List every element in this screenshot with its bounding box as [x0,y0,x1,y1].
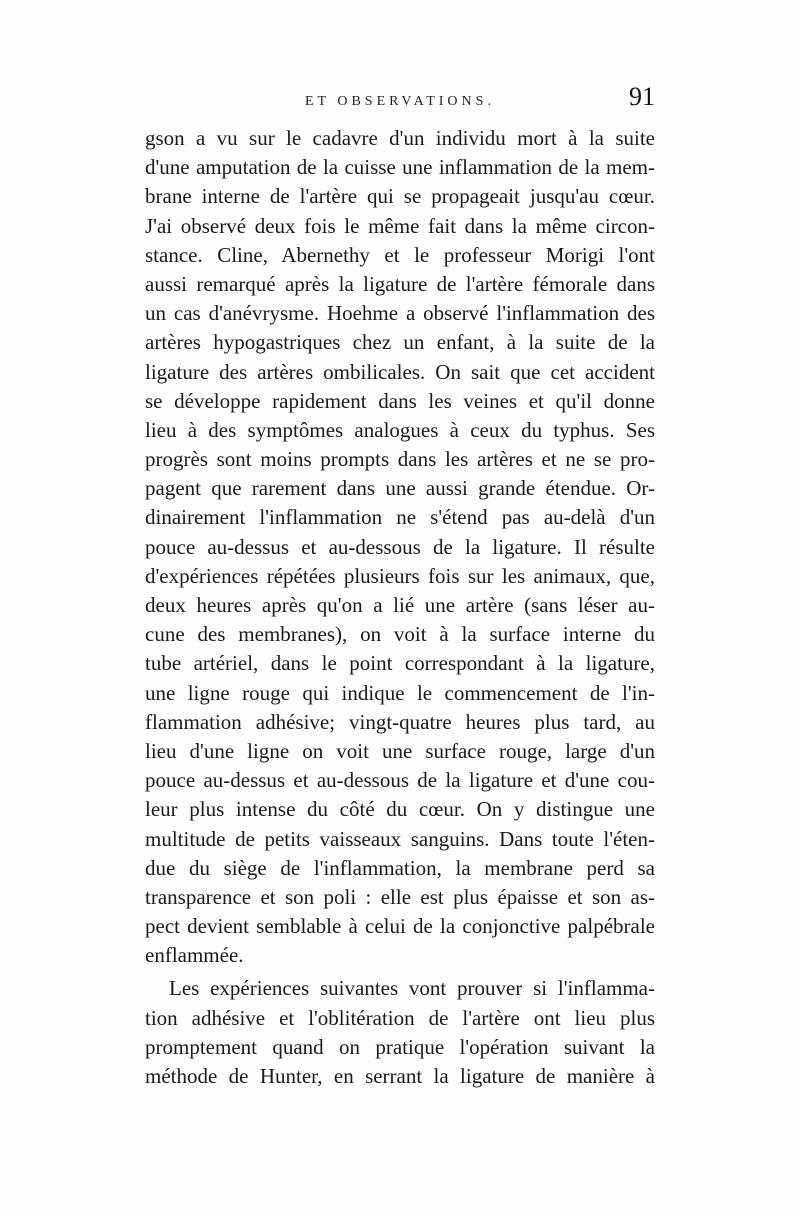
text-line: aussi remarqué après la ligature de l'artère fémorale dans [145,271,655,296]
text-line: une ligne rouge qui indique le commencement de l'in- [145,680,655,705]
text-line: pouce au-dessus et au-dessous de la ligature et d'une cou- [145,768,655,793]
text-line: promptement quand on pratique l'opération suivant la [145,1034,655,1059]
page-number: 91 [629,82,655,111]
text-line: lieu à des symptômes analogues à ceux du typhus. Ses [145,417,655,442]
text-line: ligature des artères ombilicales. On sait que cet accident [145,359,655,384]
text-line: enflammée. [145,943,244,968]
text-line: pect devient semblable à celui de la conjonctive palpébrale [145,914,655,939]
text-line: Les expériences suivantes vont prouver si l'inflamma- [169,976,655,1001]
running-head [145,80,655,120]
text-line: brane interne de l'artère qui se propageait jusqu'au cœur. [145,184,655,209]
text-line: lieu d'une ligne on voit une surface rouge, large d'un [145,738,655,763]
text-line: leur plus intense du côté du cœur. On y distingue une [145,797,655,822]
text-line: pagent que rarement dans une aussi grande étendue. Or- [145,476,655,501]
text-line: tion adhésive et l'oblitération de l'artère ont lieu plus [145,1005,655,1030]
paragraph-1 [145,124,655,970]
running-title: ET OBSERVATIONS. [305,94,495,109]
text-line: artères hypogastriques chez un enfant, à la suite de la [145,330,655,355]
text-line: dinairement l'inflammation ne s'étend pas au-delà d'un [145,505,655,530]
text-line: due du siège de l'inflammation, la membrane perd sa [145,855,655,880]
text-line: se développe rapidement dans les veines et qu'il donne [145,388,655,413]
paragraph-2 [145,974,655,1091]
text-line: stance. Cline, Abernethy et le professeur Morigi l'ont [145,242,655,267]
text-line: multitude de petits vaisseaux sanguins. Dans toute l'éten- [145,826,655,851]
text-line: pouce au-dessus et au-dessous de la ligature. Il résulte [145,534,655,559]
text-line: progrès sont moins prompts dans les artères et ne se pro- [145,447,655,472]
text-line: J'ai observé deux fois le même fait dans la même circon- [145,213,655,238]
text-line: deux heures après qu'on a lié une artère (sans léser au- [145,593,655,617]
text-line: un cas d'anévrysme. Hoehme a observé l'inflammation des [145,301,655,326]
text-line: d'une amputation de la cuisse une inflammation de la mem- [145,155,655,180]
text-line: tube artériel, dans le point correspondant à la ligature, [145,651,655,676]
text-line: gson a vu sur le cadavre d'un individu mort à la suite [145,126,655,150]
text-line: transparence et son poli : elle est plus épaisse et son as- [145,884,655,909]
text-line: flammation adhésive; vingt-quatre heures plus tard, au [145,709,655,734]
text-line: cune des membranes), on voit à la surface interne du [145,622,655,647]
body-text [145,124,655,1091]
text-line: méthode de Hunter, en serrant la ligature de manière à [145,1064,655,1088]
text-line: d'expériences répétées plusieurs fois sur les animaux, que, [145,563,655,588]
